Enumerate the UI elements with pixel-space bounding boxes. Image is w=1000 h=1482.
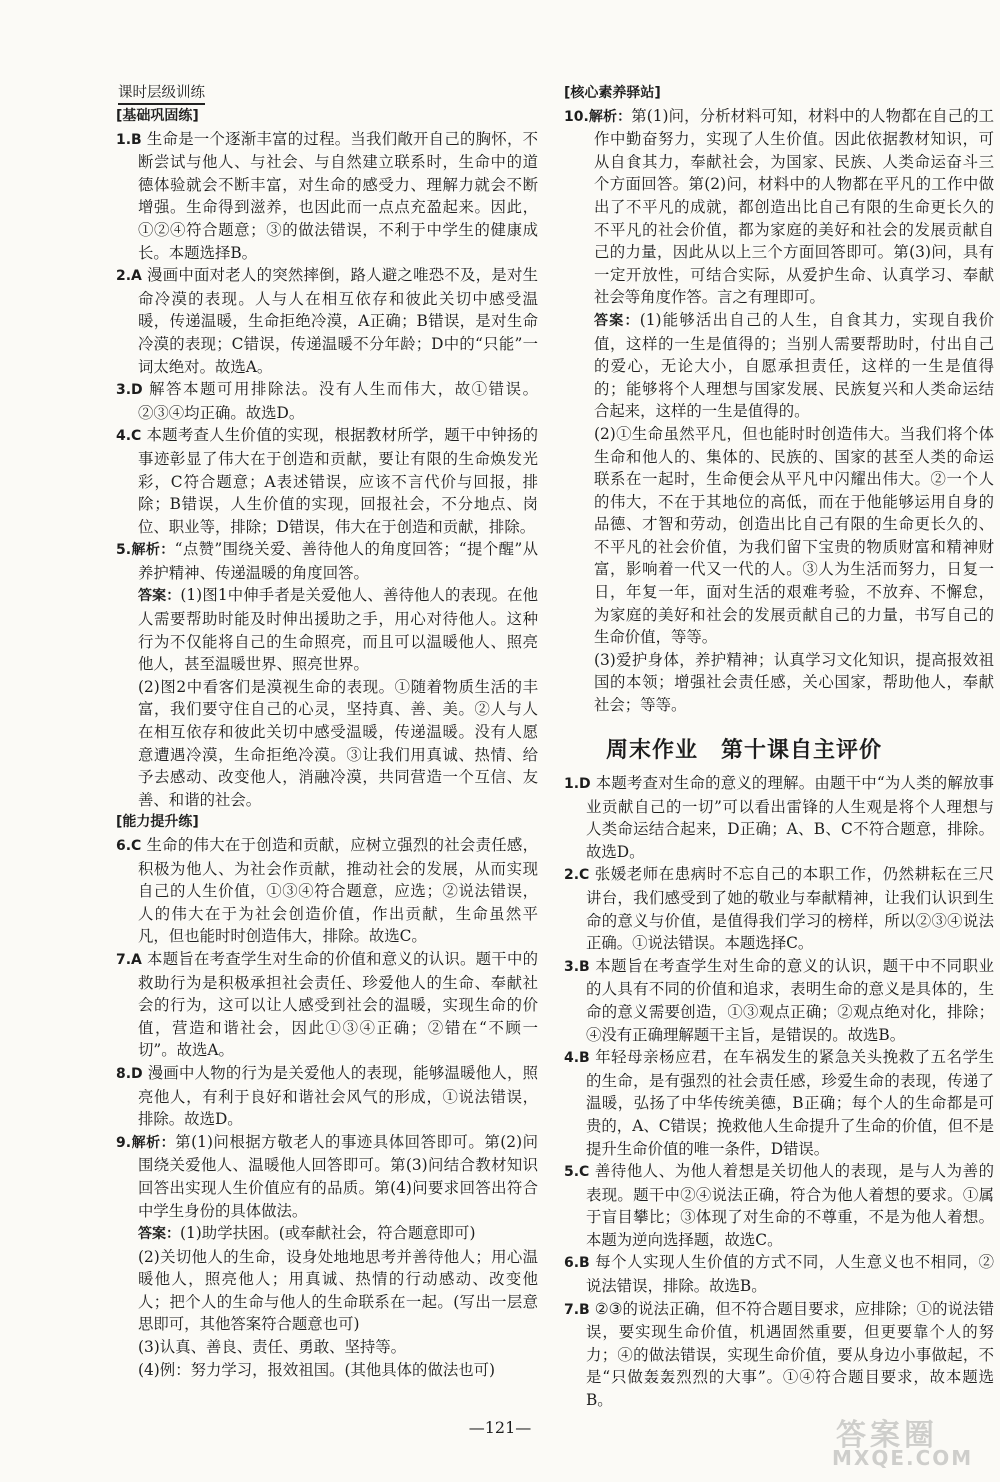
answer-item: 1.B 生命是一个逐渐丰富的过程。当我们敞开自己的胸怀，不断尝试与他人、与社会、与自然建立联系时，生命中的道德体验就会不断丰富，对生命的感受力、理解力就会不断增强。生命得到滋养，也因此而一点点充盈起来。因此，①②④符合题意；③的做法错误，不利于中学生的健康成长。本题选择B。 xyxy=(116,129,538,262)
answer-item: 2.A 漫画中面对老人的突然摔倒，路人避之唯恐不及，是对生命冷漠的表现。人与人在相互依存和彼此关切中感受温暖，传递温暖，生命拒绝冷漠，A正确；B错误，是对生命冷漠的表现；C错误，传递温暖不分年龄；D中的“只能”一词太绝对。故选A。 xyxy=(116,266,538,376)
answer-text: 答案：(1)助学扶困。(或奉献社会，符合题意即可) xyxy=(138,1224,476,1243)
answer-item: 3.D 解答本题可用排除法。没有人生而伟大，故①错误。②③④均正确。故选D。 xyxy=(116,380,538,422)
answer-item: 3.B 本题旨在考查学生对生命的意义的认识，题干中不同职业的人具有不同的价值和追求，表明生命的意义是具体的，生命的意义需要创造，①③观点正确；②观点绝对化，排除；④没有正确理解题干主旨，是错误的。故选B。 xyxy=(564,956,994,1044)
answer-text: (2)①生命虽然平凡，但也能时时创造伟大。当我们将个体生命和他人的、集体的、民族的、国家的甚至人类的命运联系在一起时，生命便会从平凡中闪耀出伟大。②一个人的伟大，不在于其地位的高低，而在于他能够运用自身的品德、才智和劳动，创造出比自己有限的生命更长久的、不平凡的社会价值，为我们留下宝贵的物质财富和精神财富，影响着一代又一代的人。③人为生活而努力，日复一日，年复一年，面对生活的艰难考验，不放弃、不懈怠，为家庭的美好和社会的发展贡献自己的力量，书写自己的生命价值，等等。 xyxy=(594,424,994,647)
answer-item: 7.A 本题旨在考查学生对生命的价值和意义的认识。题干中的救助行为是积极承担社会责任、珍爱他人的生命、奉献社会的行为，这可以让人感受到社会的温暖，实现生命的价值，营造和谐社会，因此①③④正确；②错在“不顾一切”。故选A。 xyxy=(116,949,538,1060)
answer-text: (2)关切他人的生命，设身处地地思考并善待他人；用心温暖他人，照亮他人；用真诚、热情的行动感动、改变他人；把个人的生命与他人的生命联系在一起。(写出一层意思即可，其他答案符合题意也可) xyxy=(138,1247,538,1334)
answer-item: 9.解析：第(1)问根据方敬老人的事迹具体回答即可。第(2)问围绕关爱他人、温暖他人回答即可。第(3)问结合教材知识回答出实现人生价值应有的品质。第(4)问要求回答出符合中学生身份的具体做法。 xyxy=(116,1132,539,1220)
answer-item: 5.解析：“点赞”围绕关爱、善待他人的角度回答；“提个醒”从养护精神、传递温暖的角度回答。 xyxy=(116,540,539,582)
section-label-advanced: [能力提升练] xyxy=(116,814,199,831)
answer-item: 6.C 生命的伟大在于创造和贡献，应树立强烈的社会责任感，积极为他人、为社会作贡献，推动社会的发展，从而实现自己的人生价值，①③④符合题意，应选；②说法错误，人的伟大在于为社会创造价值，作出贡献，生命虽然平凡，但也能时时创造伟大，排除。故选C。 xyxy=(116,836,538,946)
page-title: 周末作业 第十课自主评价 xyxy=(606,738,883,763)
watermark-logo: 答案圈 MXQE.COM xyxy=(832,1418,974,1470)
answer-text: (3)认真、善良、责任、勇敢、坚持等。 xyxy=(138,1338,407,1357)
answer-item: 7.B ②③的说法正确，但不符合题目要求，应排除；①的说法错误，要实现生命价值，机遇固然重要，但更要靠个人的努力；④的做法错误，实现生命价值，要从身边小事做起，不是“只做轰轰烈烈的大事”。①④符合题目要求，故本题选B。 xyxy=(564,1299,994,1410)
section-label-core: [核心素养驿站] xyxy=(564,85,661,101)
answer-item: 4.B 年轻母亲杨应君，在车祸发生的紧急关头挽救了五名学生的生命，是有强烈的社会责任感，珍爱生命的表现，传递了温暖，弘扬了中华传统美德，B正确；每个人的生命都是可贵的，A、C错误；挽救他人生命提升了生命的价值，但不是提升生命价值的唯一条件，D错误。 xyxy=(564,1048,994,1158)
section-heading: 课时层级训练 xyxy=(118,81,205,105)
answer-item: 6.B 每个人实现人生价值的方式不同，人生意义也不相同，②说法错误，排除。故选B。 xyxy=(564,1253,994,1296)
answer-text: (3)爱护身体，养护精神；认真学习文化知识，提高报效祖国的本领；增强社会责任感，关心国家，帮助他人，奉献社会；等等。 xyxy=(594,650,994,715)
answer-text: 答案：(1)能够活出自己的人生，自食其力，实现自我价值，这样的一生是值得的；当别人需要帮助时，付出自己的爱心，无论大小，自愿承担责任，这样的一生是值得的；能够将个人理想与国家发展、民族复兴和人类命运结合起来，这样的一生是值得的。 xyxy=(594,310,994,421)
answer-item: 8.D 漫画中人物的行为是关爱他人的表现，能够温暖他人，照亮他人，有利于良好和谐社会风气的形成，①说法错误，排除。故选D。 xyxy=(116,1063,538,1129)
answer-item: 10.解析：第(1)问，分析材料可知，材料中的人物都在自己的工作中勤奋努力，实现了人生价值。因此依据教材知识，可从自食其力，奉献社会，为国家、民族、人类命运奋斗三个方面回答。第(2)问，材料中的人物都在平凡的工作中做出了不平凡的成就，都创造出比自己有限的生命更长久的不平凡的社会价值，都为家庭的美好和社会的发展贡献自己的力量，因此从以上三个方面回答即可。第(3)问，具有一定开放性，可结合实际，从爱护生命、认真学习、奉献社会等角度作答。言之有理即可。 xyxy=(564,106,994,307)
answer-item: 2.C 张媛老师在患病时不忘自己的本职工作，仍然耕耘在三尺讲台，我们感受到了她的敬业与奉献精神，让我们认识到生命的意义与价值，是值得我们学习的榜样，所以②③④说法正确。①说法错误。本题选择C。 xyxy=(564,865,994,953)
answer-text: 答案：(1)图1中伸手者是关爱他人、善待他人的表现。在他人需要帮助时能及时伸出援助之手，用心对待他人。这种行为不仅能将自己的生命照亮，而且可以温暖他人、照亮他人，甚至温暖世界、照亮世界。 xyxy=(138,586,539,674)
answer-text: (4)例：努力学习，报效祖国。(其他具体的做法也可) xyxy=(138,1360,496,1379)
page-number: —121— xyxy=(468,1418,532,1437)
section-label-basic: [基础巩固练] xyxy=(116,108,199,124)
answer-text: (2)图2中看客们是漠视生命的表现。①随着物质生活的丰富，我们要守住自己的心灵，坚持真、善、美。②人与人在相互依存和彼此关切中感受温暖，传递温暖。没有人愿意遭遇冷漠，生命拒绝冷漠。③让我们用真诚、热情、给予去感动、改变他人，消融冷漠，共同营造一个互信、友善、和谐的社会。 xyxy=(138,677,538,809)
answer-item: 1.D 本题考查对生命的意义的理解。由题干中“为人类的解放事业贡献自己的一切”可以看出雷锋的人生观是将个人理想与人类命运结合起来，D正确；A、B、C不符合题意，排除。故选D。 xyxy=(564,774,994,861)
answer-item: 5.C 善待他人、为他人着想是关切他人的表现，是与人为善的表现。题干中②④说法正确，符合为他人着想的要求。①属于盲目攀比；③体现了对生命的不尊重，不是为他人着想。本题为逆向选择题，故选C。 xyxy=(564,1162,994,1249)
answer-item: 4.C 本题考查人生价值的实现，根据教材所学，题干中钟扬的事迹彰显了伟大在于创造和贡献，要让有限的生命焕发光彩，C符合题意；A表述错误，应该不言代价与回报，排除；B错误，人生价值的实现，回报社会，不分地点、岗位、职业等，排除；D错误，伟大在于创造和贡献，排除。 xyxy=(116,426,538,536)
